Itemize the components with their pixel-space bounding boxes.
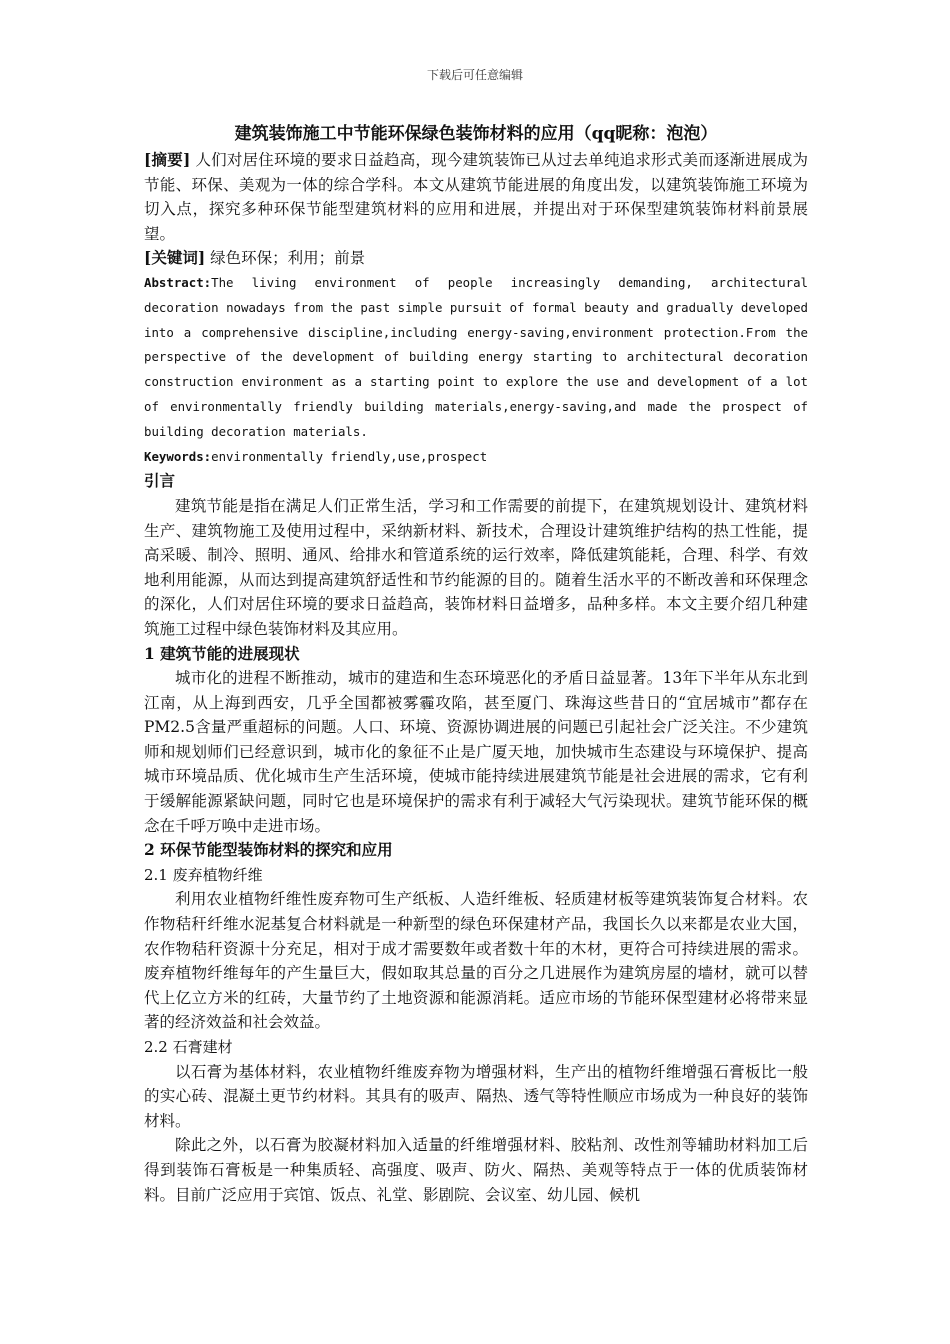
keywords-en-label: Keywords: <box>144 448 212 464</box>
keywords-en <box>144 445 808 470</box>
intro-heading: 引言 <box>144 471 176 491</box>
keywords-cn <box>144 246 808 271</box>
abstract-en-text: The living environment of people increasingly demanding, architectural decoration nowadays from the past simple pursuit of formal beauty and gradually developed into a comprehensive discipline,including energy-saving,environment protection.From the perspective of the development of building energy starting to architectural decoration construction environment as a starting point to explore the use and development of a lot of environmentally friendly building materials,energy-saving,and made the prospect of building decoration materials. <box>144 274 808 439</box>
document-page <box>144 120 808 1207</box>
section1-paragraph: 城市化的进程不断推动，城市的建造和生态环境恶化的矛盾日益显著。13年下半年从东北到江南，从上海到西安，几乎全国都被雾霾攻陷，甚至厦门、珠海这些昔日的“宜居城市”都存在PM2.5含量严重超标的问题。人口、环境、资源协调进展的问题已引起社会广泛关注。不少建筑师和规划师们已经意识到，城市化的象征不止是广厦天地，加快城市生态建设与环境保护、提高城市环境品质、优化城市生产生活环境，使城市能持续进展建筑节能是社会进展的需求，它有利于缓解能源紧缺问题，同时它也是环境保护的需求有利于减轻大气污染现状。建筑节能环保的概念在千呼万唤中走进市场。 <box>144 669 808 835</box>
abstract-en-label: Abstract: <box>144 274 212 290</box>
section2-2-paragraph-1: 以石膏为基体材料，农业植物纤维废弃物为增强材料，生产出的植物纤维增强石膏板比一般的实心砖、混凝土更节约材料。其具有的吸声、隔热、透气等特性顺应市场成为一种良好的装饰材料。 <box>144 1062 808 1130</box>
abstract-cn-label: [摘要] <box>144 150 191 169</box>
section2-2-heading: 2.2 石膏建材 <box>144 1038 233 1056</box>
abstract-cn-text: 人们对居住环境的要求日益趋高，现今建筑装饰已从过去单纯追求形式美而逐渐进展成为节能、环保、美观为一体的综合学科。本文从建筑节能进展的角度出发，以建筑装饰施工环境为切入点，探究多种环保节能型建筑材料的应用和进展，并提出对于环保型建筑装饰材料前景展望。 <box>144 151 808 243</box>
keywords-en-text: environmentally friendly,use,prospect <box>211 448 488 464</box>
header-note: 下载后可任意编辑 <box>426 68 523 82</box>
section1-heading: 1 建筑节能的进展现状 <box>144 643 300 663</box>
keywords-cn-text: 绿色环保；利用；前景 <box>210 249 366 268</box>
abstract-cn <box>144 148 808 246</box>
document-title: 建筑装饰施工中节能环保绿色装饰材料的应用（qq昵称：泡泡） <box>234 124 718 144</box>
intro-paragraph: 建筑节能是指在满足人们正常生活，学习和工作需要的前提下，在建筑规划设计、建筑材料生产、建筑物施工及使用过程中，采纳新材料、新技术，合理设计建筑维护结构的热工性能，提高采暖、制冷、照明、通风、给排水和管道系统的运行效率，降低建筑能耗，合理、科学、有效地利用能源，从而达到提高建筑舒适性和节约能源的目的。随着生活水平的不断改善和环保理念的深化，人们对居住环境的要求日益趋高，装饰材料日益增多，品种多样。本文主要介绍几种建筑施工过程中绿色装饰材料及其应用。 <box>144 496 808 638</box>
section2-heading: 2 环保节能型装饰材料的探究和应用 <box>144 840 393 860</box>
abstract-en <box>144 271 808 445</box>
section2-1-paragraph: 利用农业植物纤维性废弃物可生产纸板、人造纤维板、轻质建材板等建筑装饰复合材料。农作物秸秆纤维水泥基复合材料就是一种新型的绿色环保建材产品，我国长久以来都是农业大国，农作物秸秆资源十分充足，相对于成才需要数年或者数十年的木材，更符合可持续进展的需求。废弃植物纤维每年的产生量巨大，假如取其总量的百分之几进展作为建筑房屋的墙材，就可以替代上亿立方米的红砖，大量节约了土地资源和能源消耗。适应市场的节能环保型建材必将带来显著的经济效益和社会效益。 <box>144 890 808 1032</box>
section2-2-paragraph-2: 除此之外，以石膏为胶凝材料加入适量的纤维增强材料、胶粘剂、改性剂等辅助材料加工后得到装饰石膏板是一种集质轻、高强度、吸声、防火、隔热、美观等特点于一体的优质装饰材料。目前广泛应用于宾馆、饭点、礼堂、影剧院、会议室、幼儿园、候机 <box>144 1136 808 1204</box>
section2-1-heading: 2.1 废弃植物纤维 <box>144 865 263 884</box>
keywords-cn-label: [关键词] <box>144 248 206 268</box>
